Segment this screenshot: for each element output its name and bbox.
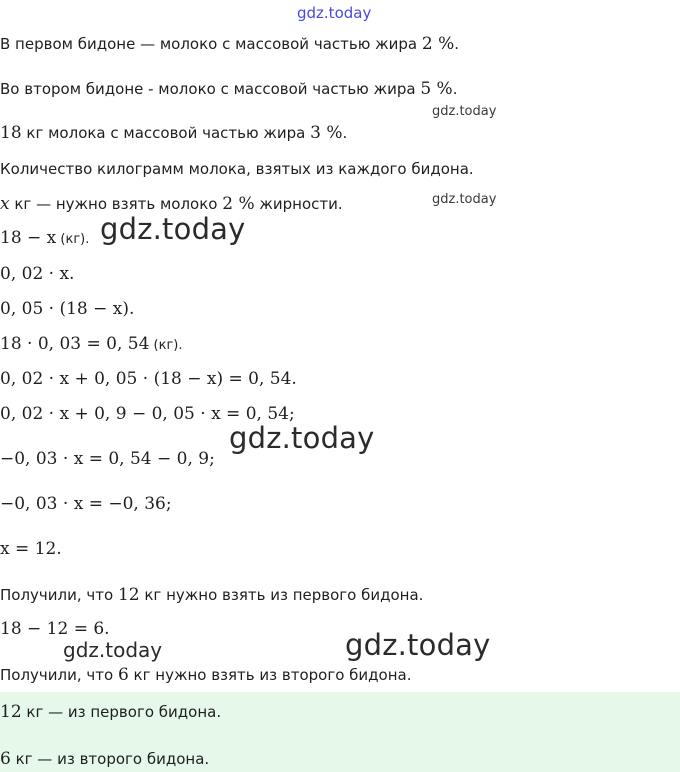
equation-line-4: −0, 03 · x = −0, 36; [0,494,172,514]
watermark: gdz.today [229,421,375,455]
answer-line-2: 6 кг — из второго бидона. [0,749,210,769]
watermark: gdz.today [345,628,491,662]
result-line-1: Получили, что 12 кг нужно взять из первого бидона. [0,585,424,605]
expression-line-3: 0, 05 · (18 − x). [0,299,135,319]
watermark: gdz.today [432,192,497,207]
equation-line-6: 18 − 12 = 6. [0,619,110,639]
condition-line-3: 18 кг молока с массовой частью жира 3 %. [0,123,348,143]
watermark: gdz.today [100,212,246,246]
expression-line-1: 18 − x (кг). [0,228,90,248]
condition-line-2: Во втором бидоне - молоко с массовой частью жира 5 %. [0,79,458,99]
expression-line-4: 18 · 0, 03 = 0, 54 (кг). [0,334,183,354]
question-line: Количество килограмм молока, взятых из каждого бидона. [0,160,474,178]
answer-line-1: 12 кг — из первого бидона. [0,702,222,722]
variable-line: x кг — нужно взять молоко 2 % жирности. [0,194,343,214]
condition-line-1: В первом бидоне — молоко с массовой частью жира 2 %. [0,34,460,54]
equation-line-5: x = 12. [0,539,62,559]
equation-line-1: 0, 02 · x + 0, 05 · (18 − x) = 0, 54. [0,369,297,389]
equation-line-3: −0, 03 · x = 0, 54 − 0, 9; [0,449,215,469]
watermark: gdz.today [63,638,163,662]
expression-line-2: 0, 02 · x. [0,264,75,284]
equation-line-2: 0, 02 · x + 0, 9 − 0, 05 · x = 0, 54; [0,404,295,424]
watermark-top: gdz.today [297,4,372,22]
watermark: gdz.today [432,104,497,119]
result-line-2: Получили, что 6 кг нужно взять из второго бидона. [0,665,412,685]
